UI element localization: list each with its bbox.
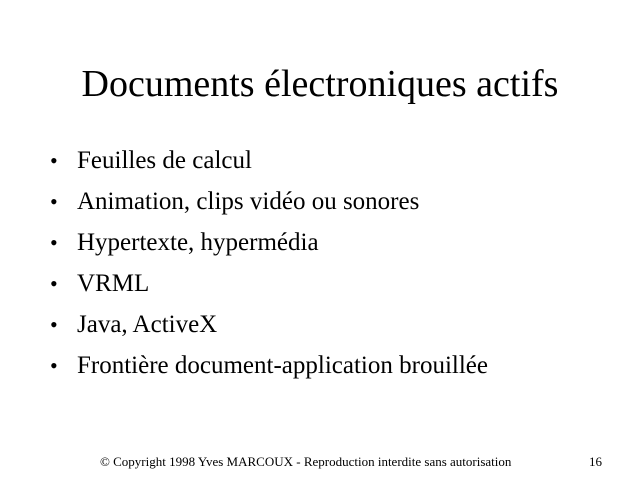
bullet-text: VRML (77, 270, 150, 297)
bullet-text: Java, ActiveX (77, 311, 218, 338)
bullet-text: Frontière document-application brouillée (77, 352, 488, 379)
bullet-text: Animation, clips vidéo ou sonores (77, 188, 420, 215)
slide-title: Documents électroniques actifs (81, 63, 559, 105)
bullet-dot-icon: • (50, 353, 58, 378)
page-number: 16 (589, 454, 602, 469)
bullet-dot-icon: • (50, 230, 58, 255)
bullet-text: Hypertexte, hypermédia (77, 229, 319, 256)
bullet-dot-icon: • (50, 271, 58, 296)
footer-copyright: © Copyright 1998 Yves MARCOUX - Reproduction interdite sans autorisation (100, 454, 512, 469)
bullet-dot-icon: • (50, 312, 58, 337)
bullet-dot-icon: • (50, 189, 58, 214)
bullet-text: Feuilles de calcul (77, 147, 252, 174)
bullet-dot-icon: • (50, 148, 58, 173)
